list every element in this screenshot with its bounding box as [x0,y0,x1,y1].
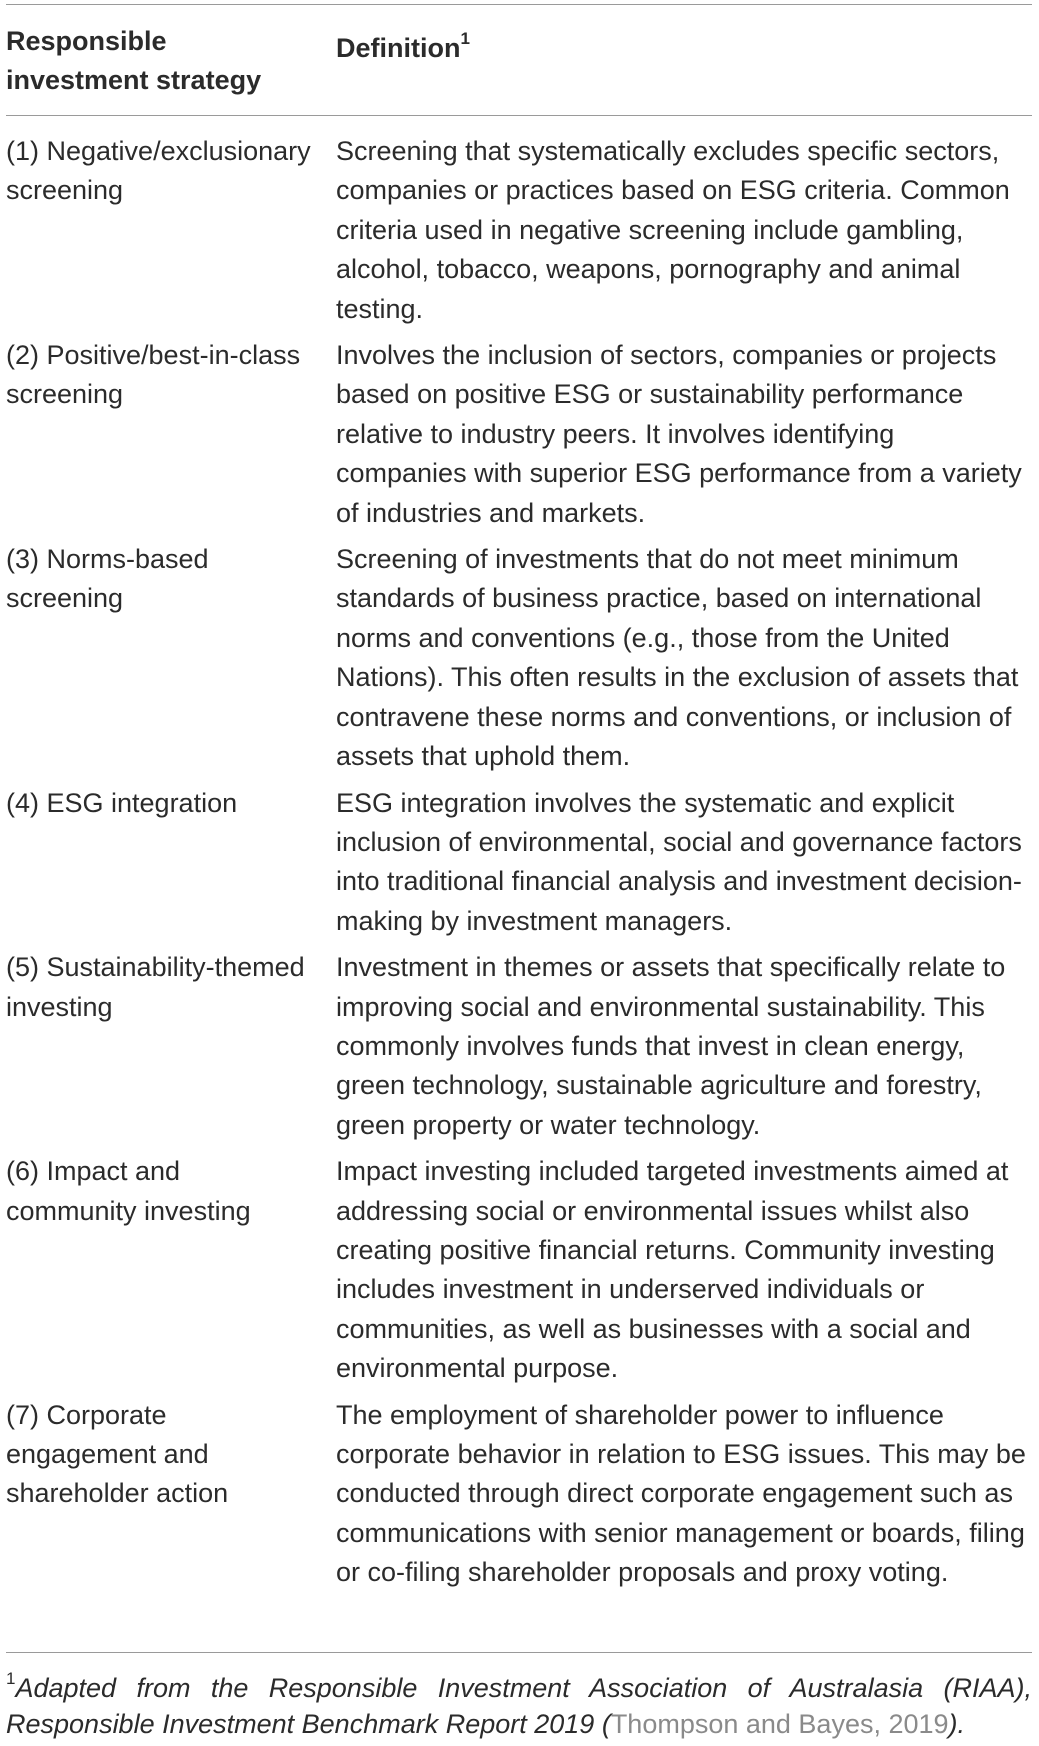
row-definition: Involves the inclusion of sectors, companies or projects based on positive ESG or sustainability performance relative to industry peers. It involves identifying companies with superior ESG performance from a variety of industries and markets. [336,340,1022,528]
row-definition: Screening that systematically excludes specific sectors, companies or practices based on ESG criteria. Common criteria used in negative screening include gambling, alcohol, tobacco, weapons, pornography and animal testing. [336,136,1010,324]
table-row [6,132,1032,329]
table-body [6,132,1032,1600]
row-definition: ESG integration involves the systematic and explicit inclusion of environmental, social and governance factors into traditional financial analysis and investment decision-making by investment managers. [336,787,1022,936]
table-top-rule [6,4,1032,5]
row-strategy: (6) Impact and community investing [6,1156,251,1226]
table-row [6,1152,1032,1388]
header-definition [336,22,1026,68]
row-definition: Impact investing included targeted investments aimed at addressing social or environmental issues whilst also creating positive financial returns. Community investing includes investment in underserved individuals or communities, as well as businesses with a social and environmental purpose. [336,1156,1009,1384]
header-definition-label: Definition [336,33,461,63]
table-row [6,784,1032,942]
footnote-marker: 1 [6,1669,16,1688]
table-bottom-rule [6,1652,1032,1653]
row-strategy: (2) Positive/best-in-class screening [6,340,301,410]
footnote-closing: ). [948,1709,966,1739]
footnote-text: Adapted from the Responsible Investment Association of Australasia (RIAA), Responsible Investment Benchmark Report 2019 ( [6,1673,1032,1739]
row-definition: The employment of shareholder power to influence corporate behavior in relation to ESG issues. This may be conducted through direct corporate engagement such as communications with senior management or boards, filing or co-filing shareholder proposals and proxy voting. [336,1399,1026,1588]
table-row [6,540,1032,776]
table-row [6,1396,1032,1593]
table-header-rule [6,115,1032,116]
row-strategy: (5) Sustainability-themed investing [6,952,305,1022]
footnote-citation-link[interactable]: Thompson and Bayes, 2019 [610,1709,949,1739]
row-definition: Investment in themes or assets that specifically relate to improving social and environmental sustainability. This commonly involves funds that invest in clean energy, green technology, sustainable agriculture and forestry, green property or water technology. [336,952,1006,1140]
row-strategy: (7) Corporate engagement and shareholder action [6,1399,229,1509]
row-strategy: (4) ESG integration [6,787,238,818]
table-footnote [6,1664,1032,1742]
table-row [6,948,1032,1145]
header-strategy: Responsible investment strategy [6,26,262,95]
row-strategy: (1) Negative/exclusionary screening [6,136,311,206]
header-definition-footnote-marker: 1 [460,29,470,48]
table-row [6,336,1032,533]
row-definition: Screening of investments that do not meet minimum standards of business practice, based on international norms and conventions (e.g., those from the United Nations). This often results in the exclusion of assets that contravene these norms and conventions, or inclusion of assets that uphold them. [336,544,1019,772]
row-strategy: (3) Norms-based screening [6,544,209,614]
